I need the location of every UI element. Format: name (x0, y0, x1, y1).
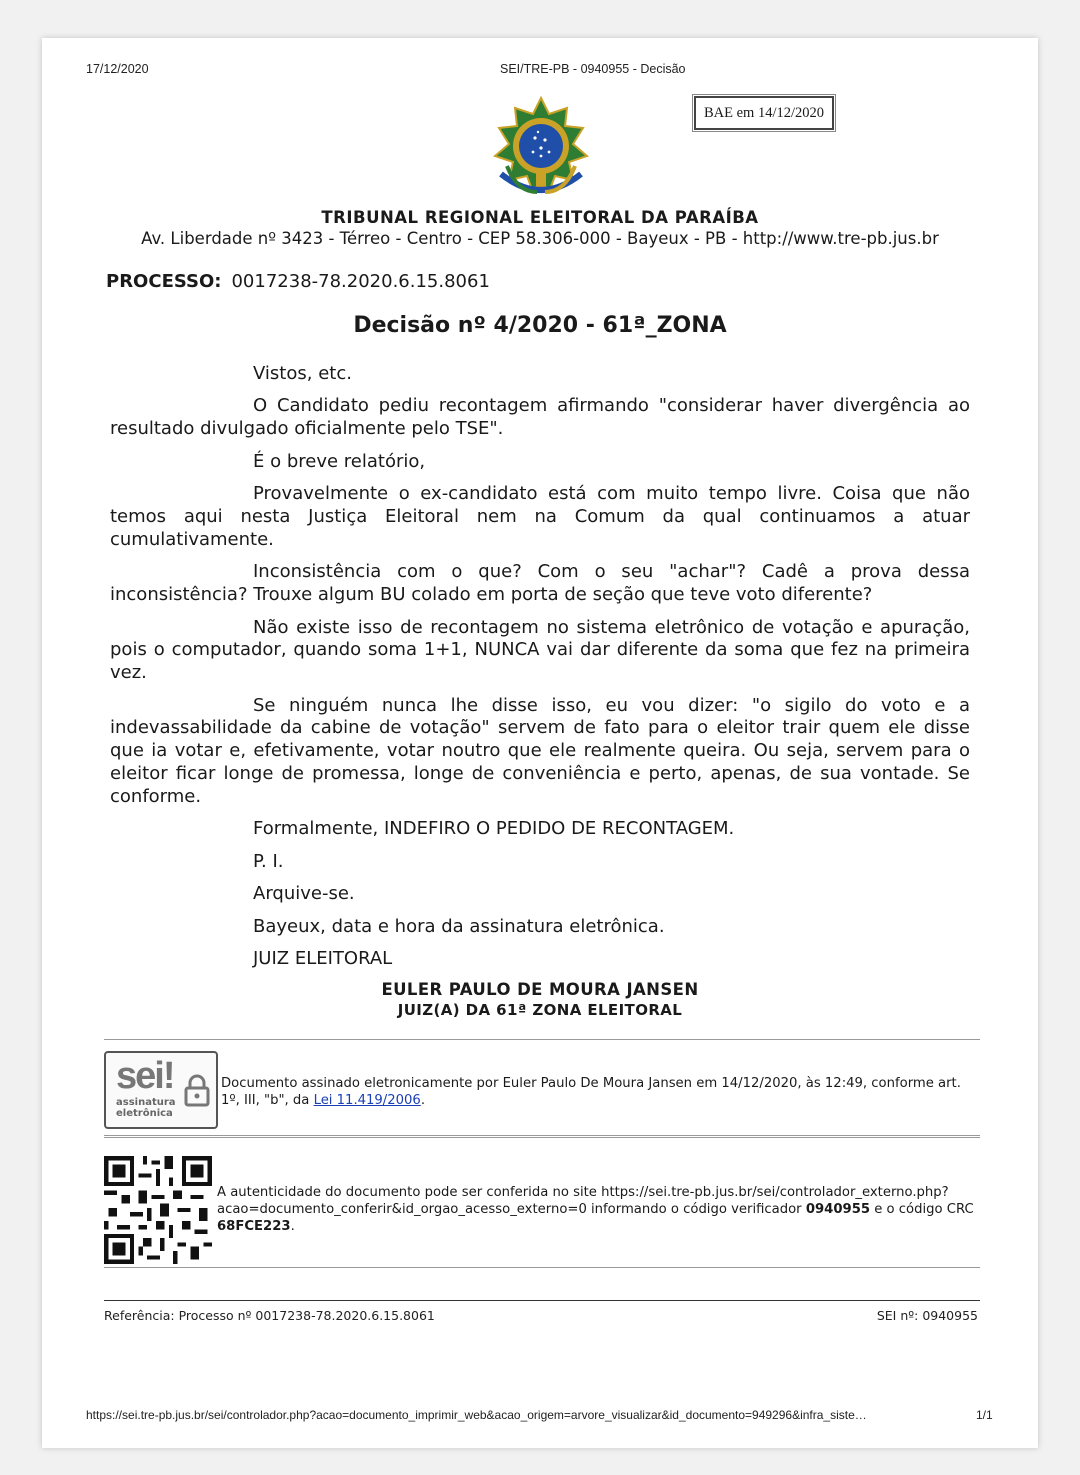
divider (104, 1267, 980, 1268)
divider (104, 1300, 980, 1301)
authenticity-notice: A autenticidade do documento pode ser conferida no site https://sei.tre-pb.jus.br/sei/controlador_externo.php?acao=documento_conferir&id_orgao_acesso_externo=0 informando o código verificador 0940955 e o código CRC 68FCE223. (217, 1185, 974, 1234)
paragraph: O Candidato pediu recontagem afirmando "considerar haver divergência ao resultado divulgado oficialmente pelo TSE". (110, 395, 970, 440)
receipt-stamp: BAE em 14/12/2020 (694, 96, 834, 130)
process-reference: Referência: Processo nº 0017238-78.2020.6.15.8061 (104, 1308, 435, 1323)
sei-number: SEI nº: 0940955 (876, 1308, 978, 1323)
decision-body (110, 363, 970, 981)
document-page (42, 38, 1038, 1448)
judge-role: JUIZ(A) DA 61ª ZONA ELEITORAL (397, 1001, 683, 1019)
court-address: Av. Liberdade nº 3423 - Térreo - Centro - CEP 58.306-000 - Bayeux - PB - http://www.tre-pb.jus.br (141, 229, 939, 248)
sei-logo-text: sei! (116, 1055, 174, 1097)
sei-signature-seal (104, 1051, 218, 1129)
crc-code: 68FCE223 (217, 1219, 291, 1234)
process-label: PROCESSO: (106, 271, 222, 292)
paragraph: JUIZ ELEITORAL (253, 948, 393, 970)
court-name: TRIBUNAL REGIONAL ELEITORAL DA PARAÍBA (321, 208, 759, 227)
decision-title: Decisão nº 4/2020 - 61ª_ZONA (353, 313, 727, 338)
process-number: 0017238-78.2020.6.15.8061 (231, 271, 490, 292)
print-date: 17/12/2020 (86, 62, 149, 76)
paragraph: É o breve relatório, (253, 450, 426, 472)
paragraph: Bayeux, data e hora da assinatura eletrônica. (253, 915, 665, 937)
electronic-signature-notice: Documento assinado eletronicamente por Euler Paulo De Moura Jansen em 14/12/2020, às 12:49, conforme art. 1º, III, "b", da Lei 11.419/2006. (221, 1076, 961, 1108)
print-doc-label: SEI/TRE-PB - 0940955 - Decisão (500, 62, 686, 76)
process-line (106, 271, 490, 292)
paragraph: Vistos, etc. (253, 363, 352, 384)
lock-icon (182, 1073, 212, 1107)
paragraph: Arquive-se. (253, 883, 355, 905)
qr-code-icon (104, 1156, 212, 1264)
verifier-code: 0940955 (805, 1202, 871, 1217)
paragraph: Formalmente, INDEFIRO O PEDIDO DE RECONTAGEM. (253, 818, 735, 840)
divider (104, 1135, 980, 1138)
paragraph: Inconsistência com o que? Com o seu "achar"? Cadê a prova dessa inconsistência? Trouxe algum BU colado em porta de seção que teve voto diferente? (110, 561, 970, 606)
sei-seal-caption: assinatura eletrônica (116, 1097, 176, 1119)
paragraph: Se ninguém nunca lhe disse isso, eu vou dizer: "o sigilo do voto e a indevassabilidade da cabine de votação" servem de fato para o eleitor trair quem ele disse que ia votar e, efetivamente, votar noutro que ele realmente queira. Ou seja, servem para o eleitor ficar longe de promessa, longe de conveniência e perto, apenas, de sua vontade. Se conforme. (110, 694, 970, 807)
judge-name: EULER PAULO DE MOURA JANSEN (381, 980, 699, 999)
coat-of-arms-icon (487, 96, 595, 204)
paragraph: Não existe isso de recontagem no sistema eletrônico de votação e apuração, pois o computador, quando soma 1+1, NUNCA vai dar diferente da soma que fez na primeira vez. (110, 616, 970, 684)
print-url: https://sei.tre-pb.jus.br/sei/controlador.php?acao=documento_imprimir_web&acao_origem=arvore_visualizar&id_documento=949296&infra_siste… (86, 1408, 867, 1422)
paragraph: Provavelmente o ex-candidato está com muito tempo livre. Coisa que não temos aqui nesta Justiça Eleitoral nem na Comum da qual continuamos a atuar cumulativamente. (110, 483, 970, 550)
page-number: 1/1 (976, 1408, 993, 1422)
divider (104, 1039, 980, 1040)
law-link[interactable]: Lei 11.419/2006 (313, 1093, 421, 1108)
paragraph: P. I. (253, 850, 284, 872)
